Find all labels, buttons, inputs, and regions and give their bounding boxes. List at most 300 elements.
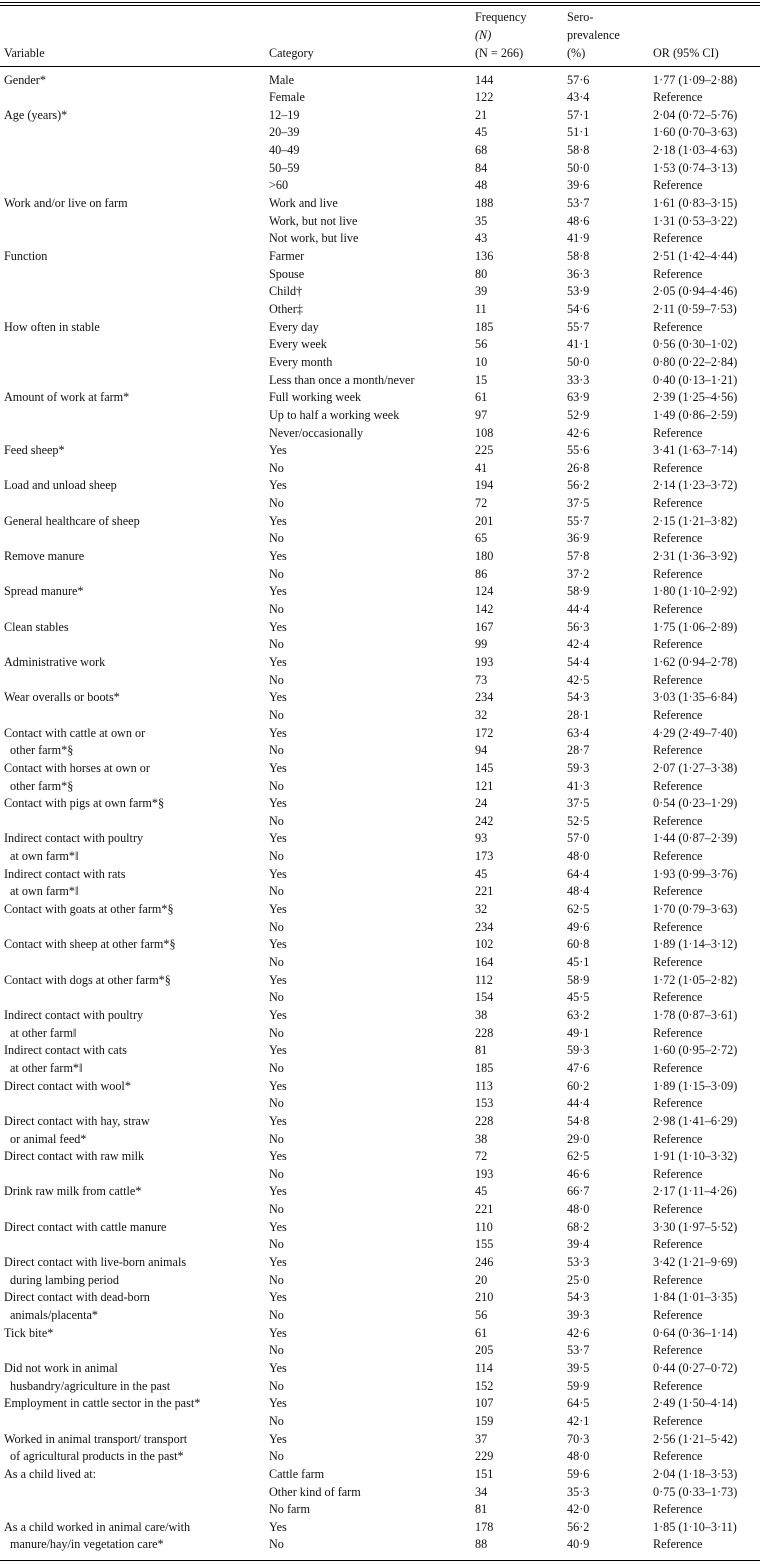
row-frequency: 122 [475, 90, 494, 105]
table-row [0, 495, 760, 513]
row-category: No [269, 1343, 284, 1358]
row-odds-ratio: Reference [653, 90, 703, 105]
row-frequency: 225 [475, 443, 494, 458]
row-odds-ratio: Reference [653, 1378, 703, 1393]
row-variable: Indirect contact with poultry [4, 1007, 144, 1022]
row-variable: Contact with dogs at other farm*§ [4, 972, 171, 987]
row-seroprevalence: 28·1 [567, 707, 590, 722]
table-row [0, 230, 760, 248]
row-odds-ratio: 2·31 (1·36–3·92) [653, 549, 738, 564]
row-variable: Feed sheep* [4, 443, 65, 458]
row-odds-ratio: Reference [653, 813, 703, 828]
row-variable: Contact with horses at own or [4, 760, 150, 775]
table-row [0, 778, 760, 796]
table-row [0, 372, 760, 390]
row-seroprevalence: 58·9 [567, 584, 590, 599]
row-variable: at other farm*‖ [10, 1060, 83, 1075]
row-category: No [269, 778, 284, 793]
row-seroprevalence: 53·9 [567, 284, 590, 299]
row-odds-ratio: 2·17 (1·11–4·26) [653, 1184, 737, 1199]
row-frequency: 151 [475, 1466, 494, 1481]
row-category: Work and live [269, 196, 338, 211]
row-seroprevalence: 56·2 [567, 1519, 590, 1534]
row-frequency: 20 [475, 1272, 488, 1287]
row-odds-ratio: Reference [653, 1237, 703, 1252]
row-category: No [269, 460, 284, 475]
row-category: Yes [269, 1078, 287, 1093]
row-frequency: 185 [475, 1060, 494, 1075]
table-row [0, 619, 760, 637]
row-category: No [269, 707, 284, 722]
row-odds-ratio: 0·75 (0·33–1·73) [653, 1484, 738, 1499]
row-seroprevalence: 48·0 [567, 1449, 590, 1464]
row-seroprevalence: 57·0 [567, 831, 590, 846]
table-row [0, 442, 760, 460]
row-odds-ratio: 2·11 (0·59–7·53) [653, 301, 737, 316]
row-odds-ratio: 1·53 (0·74–3·13) [653, 160, 738, 175]
row-frequency: 114 [475, 1360, 493, 1375]
table-row [0, 1484, 760, 1502]
row-seroprevalence: 33·3 [567, 372, 590, 387]
row-category: 50–59 [269, 160, 300, 175]
row-seroprevalence: 46·6 [567, 1166, 590, 1181]
row-frequency: 112 [475, 972, 493, 987]
row-frequency: 188 [475, 196, 494, 211]
row-variable: Clean stables [4, 619, 69, 634]
row-category: Male [269, 72, 295, 87]
row-category: No [269, 849, 284, 864]
row-seroprevalence: 36·3 [567, 266, 590, 281]
table-row [0, 1007, 760, 1025]
row-category: Female [269, 90, 305, 105]
row-seroprevalence: 41·9 [567, 231, 590, 246]
row-variable: Indirect contact with rats [4, 866, 126, 881]
table-row [0, 548, 760, 566]
table-row [0, 266, 760, 284]
table-row [0, 477, 760, 495]
row-seroprevalence: 55·7 [567, 319, 590, 334]
row-variable: Did not work in animal [4, 1360, 118, 1375]
row-seroprevalence: 57·8 [567, 549, 590, 564]
table-row [0, 1025, 760, 1043]
row-variable: Direct contact with raw milk [4, 1149, 145, 1164]
row-odds-ratio: 2·04 (1·18–3·53) [653, 1466, 738, 1481]
header-frequency-3: (N = 266) [475, 46, 524, 60]
row-odds-ratio: 3·30 (1·97–5·52) [653, 1219, 738, 1234]
table-row [0, 866, 760, 884]
row-variable: manure/hay/in vegetation care* [10, 1537, 164, 1552]
row-category: Yes [269, 690, 287, 705]
row-frequency: 56 [475, 337, 488, 352]
row-variable: Worked in animal transport/ transport [4, 1431, 188, 1446]
table-row [0, 883, 760, 901]
row-category: Yes [269, 1360, 287, 1375]
table-row [0, 301, 760, 319]
row-frequency: 61 [475, 1325, 488, 1340]
row-category: Yes [269, 1396, 287, 1411]
row-frequency: 110 [475, 1219, 493, 1234]
row-category: Child† [269, 284, 303, 299]
row-category: Yes [269, 902, 287, 917]
row-seroprevalence: 26·8 [567, 460, 590, 475]
row-frequency: 39 [475, 284, 488, 299]
row-variable: Direct contact with wool* [4, 1078, 131, 1093]
row-seroprevalence: 62·5 [567, 902, 590, 917]
row-seroprevalence: 40·9 [567, 1537, 590, 1552]
row-odds-ratio: Reference [653, 1272, 703, 1287]
table-row [0, 1448, 760, 1466]
row-variable: animals/placenta* [10, 1308, 98, 1322]
table-row [0, 1060, 760, 1078]
table-row [0, 936, 760, 954]
table-row [0, 1501, 760, 1519]
row-seroprevalence: 53·7 [567, 196, 590, 211]
header-variable: Variable [4, 46, 45, 60]
row-odds-ratio: 1·80 (1·10–2·92) [653, 584, 738, 599]
row-odds-ratio: Reference [653, 1449, 703, 1464]
row-category: 20–39 [269, 125, 300, 140]
row-frequency: 246 [475, 1255, 494, 1270]
row-category: No [269, 531, 284, 546]
row-variable: husbandry/agriculture in the past [10, 1378, 171, 1393]
row-seroprevalence: 48·0 [567, 849, 590, 864]
row-category: No [269, 1308, 284, 1322]
row-frequency: 37 [475, 1431, 488, 1446]
row-category: Every week [269, 337, 327, 352]
row-odds-ratio: Reference [653, 1537, 703, 1552]
row-frequency: 10 [475, 354, 488, 369]
row-frequency: 73 [475, 672, 488, 687]
row-odds-ratio: 2·51 (1·42–4·44) [653, 249, 738, 263]
row-category: Yes [269, 1219, 287, 1234]
table-row [0, 142, 760, 160]
row-seroprevalence: 39·4 [567, 1237, 590, 1252]
row-seroprevalence: 54·8 [567, 1113, 590, 1128]
table-row [0, 1201, 760, 1219]
row-seroprevalence: 49·1 [567, 1025, 590, 1040]
row-seroprevalence: 37·5 [567, 796, 590, 811]
row-category: Other‡ [269, 301, 303, 316]
table-row [0, 1042, 760, 1060]
top-rule [0, 2, 760, 3]
table-row [0, 830, 760, 848]
row-variable: Indirect contact with cats [4, 1043, 127, 1058]
row-seroprevalence: 42·6 [567, 425, 590, 440]
row-frequency: 234 [475, 690, 494, 705]
row-category: No farm [269, 1502, 310, 1517]
row-odds-ratio: Reference [653, 531, 703, 546]
table-row [0, 760, 760, 778]
row-frequency: 43 [475, 231, 488, 246]
row-variable: Contact with pigs at own farm*§ [4, 796, 165, 811]
row-frequency: 167 [475, 619, 494, 634]
row-category: Every day [269, 319, 319, 334]
row-seroprevalence: 54·3 [567, 1290, 590, 1305]
row-seroprevalence: 58·9 [567, 972, 590, 987]
row-odds-ratio: Reference [653, 266, 703, 281]
row-variable: other farm*§ [10, 743, 74, 758]
row-category: Less than once a month/never [269, 372, 415, 387]
row-category: Yes [269, 1431, 287, 1446]
row-category: Yes [269, 443, 287, 458]
row-seroprevalence: 42·5 [567, 672, 590, 687]
row-category: Work, but not live [269, 213, 358, 228]
row-seroprevalence: 29·0 [567, 1131, 590, 1146]
row-frequency: 45 [475, 1184, 488, 1199]
row-odds-ratio: 2·98 (1·41–6·29) [653, 1113, 738, 1128]
row-category: No [269, 566, 284, 581]
table-row [0, 989, 760, 1007]
row-frequency: 81 [475, 1043, 488, 1058]
row-category: Yes [269, 937, 287, 952]
row-category: Spouse [269, 266, 305, 281]
row-odds-ratio: Reference [653, 1308, 703, 1322]
table-row [0, 336, 760, 354]
row-category: No [269, 1202, 284, 1217]
row-seroprevalence: 54·4 [567, 654, 590, 669]
row-seroprevalence: 41·1 [567, 337, 590, 352]
table-row [0, 248, 760, 266]
row-frequency: 68 [475, 143, 488, 158]
row-variable: Age (years)* [4, 107, 68, 122]
row-frequency: 173 [475, 849, 494, 864]
row-category: No [269, 990, 284, 1005]
table-row [0, 1166, 760, 1184]
row-category: Every month [269, 354, 333, 369]
table-row [0, 513, 760, 531]
row-odds-ratio: 1·85 (1·10–3·11) [653, 1519, 737, 1534]
table-row [0, 1236, 760, 1254]
row-odds-ratio: Reference [653, 637, 703, 652]
row-odds-ratio: 1·93 (0·99–3·76) [653, 866, 738, 881]
row-frequency: 142 [475, 602, 494, 616]
row-odds-ratio: 2·05 (0·94–4·46) [653, 284, 738, 299]
table-row [0, 89, 760, 107]
row-category: Yes [269, 1043, 287, 1058]
row-frequency: 121 [475, 778, 494, 793]
row-category: Yes [269, 831, 287, 846]
row-seroprevalence: 57·6 [567, 72, 590, 87]
row-seroprevalence: 48·0 [567, 1202, 590, 1217]
row-seroprevalence: 39·6 [567, 178, 590, 193]
table-row [0, 1078, 760, 1096]
row-frequency: 65 [475, 531, 488, 546]
row-odds-ratio: 0·80 (0·22–2·84) [653, 354, 738, 369]
row-frequency: 210 [475, 1290, 494, 1305]
row-variable: other farm*§ [10, 778, 74, 793]
row-frequency: 56 [475, 1308, 488, 1322]
row-frequency: 93 [475, 831, 488, 846]
row-odds-ratio: Reference [653, 1166, 703, 1181]
row-odds-ratio: 0·54 (0·23–1·29) [653, 796, 738, 811]
table-row [0, 1307, 760, 1325]
row-seroprevalence: 50·0 [567, 354, 590, 369]
table-row [0, 813, 760, 831]
row-category: 40–49 [269, 143, 300, 158]
row-seroprevalence: 53·7 [567, 1343, 590, 1358]
bottom-rule [0, 1560, 760, 1561]
row-seroprevalence: 42·0 [567, 1502, 590, 1517]
row-variable: or animal feed* [10, 1131, 87, 1146]
row-variable: As a child lived at: [4, 1466, 97, 1481]
row-frequency: 94 [475, 743, 488, 758]
row-odds-ratio: Reference [653, 425, 703, 440]
row-odds-ratio: 2·04 (0·72–5·76) [653, 107, 738, 122]
row-category: Cattle farm [269, 1466, 325, 1481]
row-category: Yes [269, 549, 287, 564]
row-seroprevalence: 36·9 [567, 531, 590, 546]
row-category: No [269, 1537, 284, 1552]
row-seroprevalence: 54·6 [567, 301, 590, 316]
row-category: No [269, 1025, 284, 1040]
row-seroprevalence: 44·4 [567, 1096, 590, 1111]
row-frequency: 153 [475, 1096, 494, 1111]
row-odds-ratio: 1·89 (1·14–3·12) [653, 937, 738, 952]
row-seroprevalence: 45·5 [567, 990, 590, 1005]
row-seroprevalence: 39·5 [567, 1360, 590, 1375]
header-frequency-2: (N) [475, 28, 492, 42]
row-variable: How often in stable [4, 319, 100, 334]
table-row [0, 389, 760, 407]
row-frequency: 193 [475, 1166, 494, 1181]
row-variable: Load and unload sheep [4, 478, 117, 493]
row-seroprevalence: 44·4 [567, 602, 590, 616]
table-row [0, 689, 760, 707]
table-row [0, 1378, 760, 1396]
row-frequency: 144 [475, 72, 494, 87]
table-row [0, 795, 760, 813]
row-odds-ratio: Reference [653, 319, 703, 334]
row-odds-ratio: 0·56 (0·30–1·02) [653, 337, 738, 352]
row-seroprevalence: 42·1 [567, 1413, 590, 1428]
row-category: Full working week [269, 390, 362, 405]
table-row [0, 601, 760, 619]
row-frequency: 205 [475, 1343, 494, 1358]
row-category: Yes [269, 972, 287, 987]
row-seroprevalence: 51·1 [567, 125, 590, 140]
table-row [0, 1289, 760, 1307]
row-odds-ratio: Reference [653, 919, 703, 934]
row-odds-ratio: Reference [653, 778, 703, 793]
row-odds-ratio: 1·89 (1·15–3·09) [653, 1078, 738, 1093]
row-odds-ratio: 0·40 (0·13–1·21) [653, 372, 738, 387]
table-row [0, 954, 760, 972]
row-seroprevalence: 55·7 [567, 513, 590, 528]
top-rule-double [0, 5, 760, 6]
row-variable: of agricultural products in the past* [10, 1449, 184, 1464]
table-row [0, 1431, 760, 1449]
row-odds-ratio: 1·60 (0·70–3·63) [653, 125, 738, 140]
row-frequency: 48 [475, 178, 488, 193]
row-seroprevalence: 41·3 [567, 778, 590, 793]
row-category: No [269, 743, 284, 758]
row-frequency: 194 [475, 478, 494, 493]
row-frequency: 41 [475, 460, 488, 475]
row-seroprevalence: 47·6 [567, 1060, 590, 1075]
row-odds-ratio: 3·42 (1·21–9·69) [653, 1255, 738, 1270]
row-category: Farmer [269, 249, 305, 263]
row-category: No [269, 1060, 284, 1075]
row-variable: Tick bite* [4, 1325, 54, 1340]
row-frequency: 124 [475, 584, 494, 599]
row-odds-ratio: Reference [653, 990, 703, 1005]
row-odds-ratio: 2·39 (1·25–4·56) [653, 390, 738, 405]
table-row [0, 354, 760, 372]
row-variable: Wear overalls or boots* [4, 690, 120, 705]
table-row [0, 407, 760, 425]
row-seroprevalence: 25·0 [567, 1272, 590, 1287]
row-category: Yes [269, 725, 287, 740]
row-frequency: 32 [475, 707, 488, 722]
row-category: Up to half a working week [269, 407, 400, 422]
row-category: Yes [269, 1007, 287, 1022]
table-row [0, 213, 760, 231]
row-odds-ratio: 1·75 (1·06–2·89) [653, 619, 738, 634]
row-odds-ratio: Reference [653, 566, 703, 581]
row-variable: at own farm*‖ [10, 884, 79, 899]
row-odds-ratio: 1·31 (0·53–3·22) [653, 213, 738, 228]
row-odds-ratio: Reference [653, 1096, 703, 1111]
row-frequency: 154 [475, 990, 494, 1005]
row-odds-ratio: 1·72 (1·05–2·82) [653, 972, 738, 987]
table-row [0, 107, 760, 125]
row-frequency: 172 [475, 725, 494, 740]
row-frequency: 152 [475, 1378, 494, 1393]
row-odds-ratio: 4·29 (2·49–7·40) [653, 725, 738, 740]
row-frequency: 86 [475, 566, 488, 581]
row-frequency: 185 [475, 319, 494, 334]
row-seroprevalence: 37·5 [567, 496, 590, 511]
row-frequency: 32 [475, 902, 488, 917]
row-category: Never/occasionally [269, 425, 364, 440]
row-seroprevalence: 60·8 [567, 937, 590, 952]
row-odds-ratio: Reference [653, 178, 703, 193]
row-odds-ratio: Reference [653, 849, 703, 864]
row-odds-ratio: 2·15 (1·21–3·82) [653, 513, 738, 528]
row-seroprevalence: 59·6 [567, 1466, 590, 1481]
row-frequency: 159 [475, 1413, 494, 1428]
row-category: Yes [269, 1113, 287, 1128]
row-frequency: 221 [475, 884, 494, 899]
table-row [0, 124, 760, 142]
table-row [0, 1342, 760, 1360]
row-seroprevalence: 39·3 [567, 1308, 590, 1322]
row-category: Yes [269, 584, 287, 599]
row-frequency: 84 [475, 160, 488, 175]
row-frequency: 88 [475, 1537, 488, 1552]
table-row [0, 283, 760, 301]
row-seroprevalence: 45·1 [567, 955, 590, 969]
table-row [0, 177, 760, 195]
row-variable: at other farm‖ [10, 1025, 77, 1040]
row-frequency: 45 [475, 125, 488, 140]
row-seroprevalence: 55·6 [567, 443, 590, 458]
row-odds-ratio: Reference [653, 884, 703, 899]
table-row [0, 707, 760, 725]
row-variable: Contact with cattle at own or [4, 725, 146, 740]
row-seroprevalence: 54·3 [567, 690, 590, 705]
row-variable: Contact with goats at other farm*§ [4, 902, 174, 917]
table-row [0, 1131, 760, 1149]
row-seroprevalence: 43·4 [567, 90, 590, 105]
row-variable: Work and/or live on farm [4, 196, 128, 211]
table-row [0, 636, 760, 654]
row-frequency: 155 [475, 1237, 494, 1252]
row-variable: during lambing period [10, 1272, 119, 1287]
row-frequency: 24 [475, 796, 488, 811]
row-category: No [269, 884, 284, 899]
row-odds-ratio: Reference [653, 496, 703, 511]
